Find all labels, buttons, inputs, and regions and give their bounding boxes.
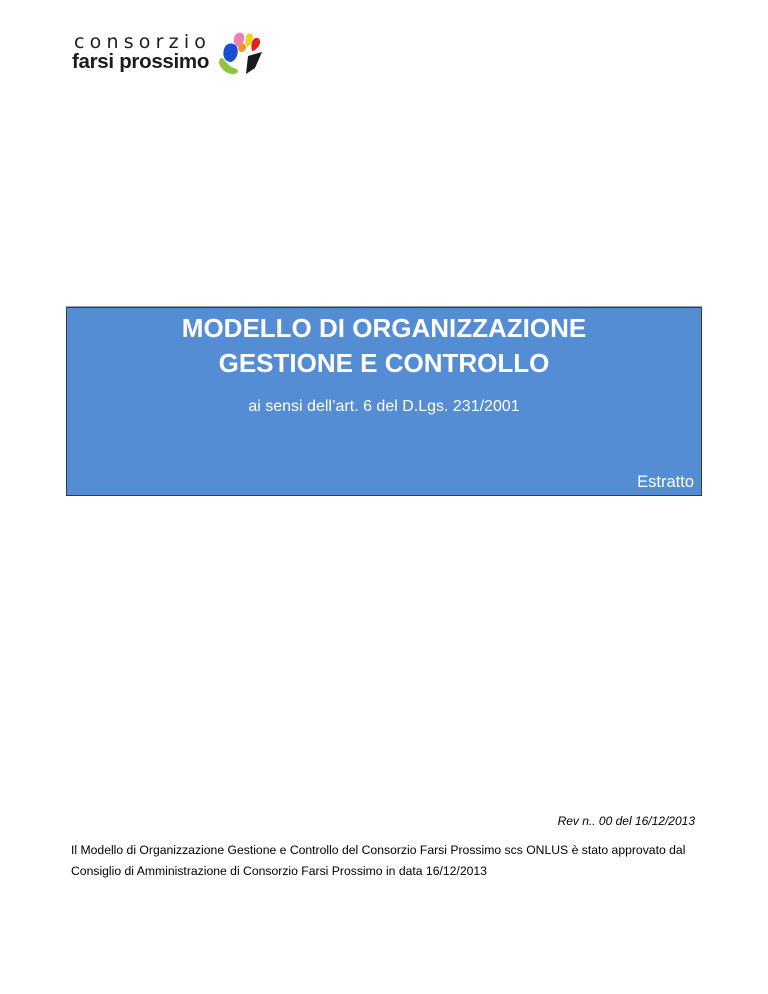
logo-text-consorzio: consorzio: [74, 31, 212, 53]
approval-statement: Il Modello di Organizzazione Gestione e Controllo del Consorzio Farsi Prossimo scs ONLUS è stato approvato dal Consiglio di Amministrazione di Consorzio Farsi Prossimo in data 16/12/2013: [71, 843, 686, 878]
document-subtitle: ai sensi dell’art. 6 del D.Lgs. 231/2001: [248, 398, 520, 415]
document-title-line-1: MODELLO DI ORGANIZZAZIONE: [181, 313, 587, 343]
revision-info: Rev n.. 00 del 16/12/2013: [557, 814, 695, 828]
logo-petal-red: [251, 38, 260, 51]
consorzio-logo: [72, 30, 272, 78]
logo-petal-blue: [223, 43, 237, 62]
logo-hand-mark-icon: [210, 30, 268, 76]
document-title-line-2: GESTIONE E CONTROLLO: [218, 348, 550, 378]
extract-label: Estratto: [637, 473, 694, 491]
logo-text-farsi-prossimo: farsi prossimo: [72, 50, 210, 73]
logo-petal-black: [246, 52, 262, 74]
document-title-box: [66, 307, 702, 496]
